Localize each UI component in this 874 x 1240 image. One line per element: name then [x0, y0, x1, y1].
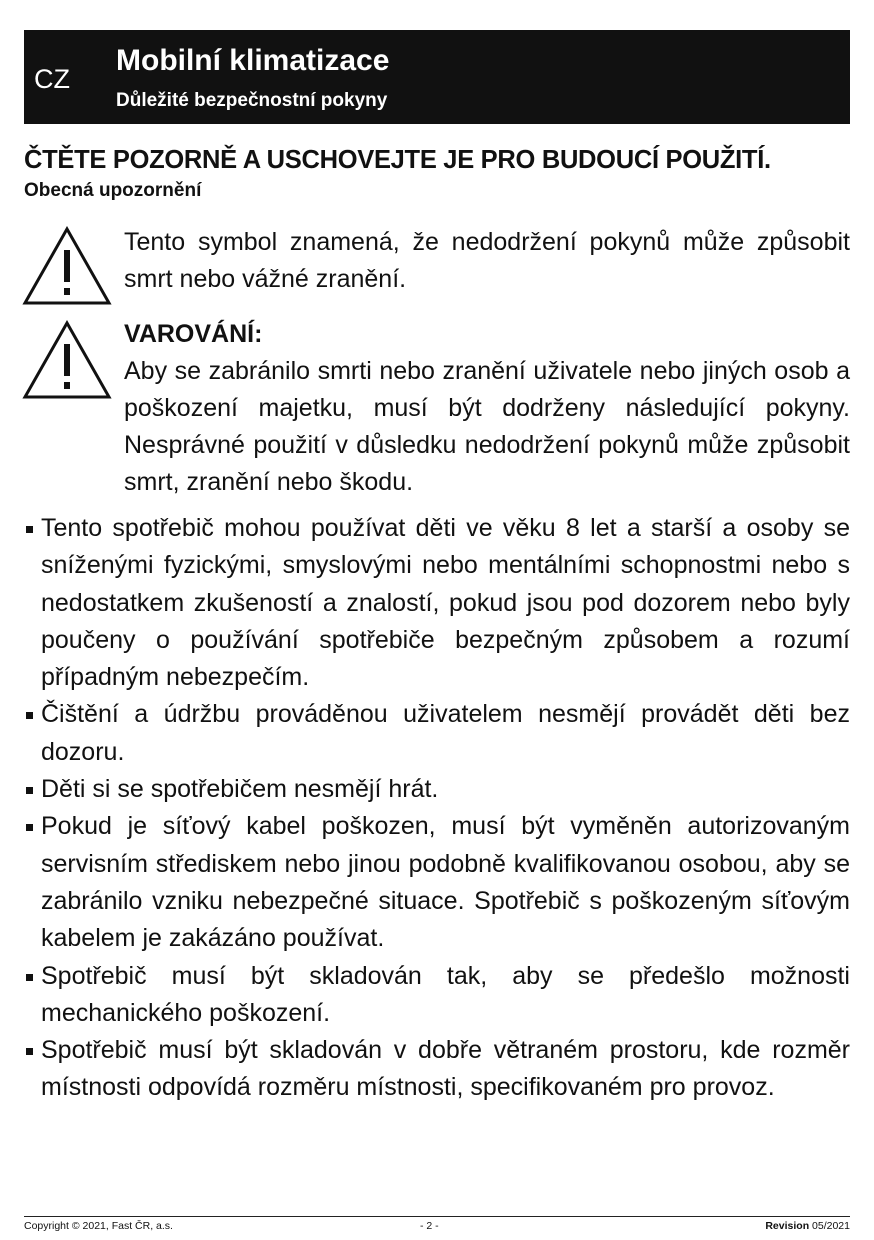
- revision-date: 05/2021: [812, 1220, 850, 1232]
- bullet-icon: [26, 526, 33, 533]
- safety-list: [22, 510, 850, 1107]
- page-number: - 2 -: [420, 1220, 439, 1232]
- symbol-note: Tento symbol znamená, že nedodržení pokynů může způsobit smrt nebo vážné zranění.: [124, 228, 850, 293]
- warning-text: Aby se zabránilo smrti nebo zranění uživatele nebo jiných osob a poškození majetku, musí být dodrženy následující pokyny. Nesprávné použití v důsledku nedodržení pokynů může způsobit smrt, zranění nebo škodu.: [124, 357, 850, 496]
- page-subtitle: Důležité bezpečnostní pokyny: [116, 90, 388, 111]
- footer-revision: [765, 1220, 850, 1232]
- warning-triangle-icon: [22, 320, 112, 400]
- bullet-icon: [26, 787, 33, 794]
- bullet-icon: [26, 712, 33, 719]
- list-item: [22, 958, 850, 1033]
- page-header: [24, 30, 850, 124]
- list-item: [22, 1032, 850, 1107]
- main-heading: ČTĚTE POZORNĚ A USCHOVEJTE JE PRO BUDOUCÍ POUŽITÍ.: [24, 146, 771, 174]
- warning-triangle-icon: [22, 226, 112, 306]
- list-item-text: Děti si se spotřebičem nesmějí hrát.: [41, 775, 439, 804]
- page-title: Mobilní klimatizace: [116, 44, 390, 77]
- list-item: [22, 771, 850, 808]
- section-heading: Obecná upozornění: [24, 180, 202, 201]
- list-item-text: Pokud je síťový kabel poškozen, musí být vyměněn autorizovaným servisním střediskem nebo jinou podobně kvalifikovanou osobou, aby se zabránilo vzniku nebezpečné situace. Spotřebič s poškozeným síťovým kabelem je zakázáno používat.: [41, 812, 850, 953]
- warning-label: VAROVÁNÍ:: [124, 320, 263, 348]
- footer-copyright: Copyright © 2021, Fast ČR, a.s.: [24, 1220, 173, 1232]
- list-item: [22, 510, 850, 696]
- warning-block: [124, 316, 850, 501]
- list-item: [22, 808, 850, 957]
- bullet-icon: [26, 1048, 33, 1055]
- list-item-text: Čištění a údržbu prováděnou uživatelem nesmějí provádět děti bez dozoru.: [41, 700, 850, 766]
- list-item-text: Spotřebič musí být skladován v dobře větraném prostoru, kde rozměr místnosti odpovídá rozměru místnosti, specifikovaném pro provoz.: [41, 1036, 850, 1102]
- footer-divider: [24, 1216, 850, 1217]
- list-item-text: Tento spotřebič mohou používat děti ve věku 8 let a starší a osoby se sníženými fyzickými, smyslovými nebo mentálními schopnostmi nebo s nedostatkem zkušeností a znalostí, pokud jsou pod dozorem nebo byly poučeny o používání spotřebiče bezpečným způsobem a rozumí případným nebezpečím.: [41, 514, 850, 692]
- language-code: CZ: [34, 64, 70, 94]
- bullet-icon: [26, 974, 33, 981]
- revision-label: Revision: [765, 1220, 810, 1232]
- list-item: [22, 696, 850, 771]
- list-item-text: Spotřebič musí být skladován tak, aby se předešlo možnosti mechanického poškození.: [41, 961, 850, 1027]
- bullet-icon: [26, 824, 33, 831]
